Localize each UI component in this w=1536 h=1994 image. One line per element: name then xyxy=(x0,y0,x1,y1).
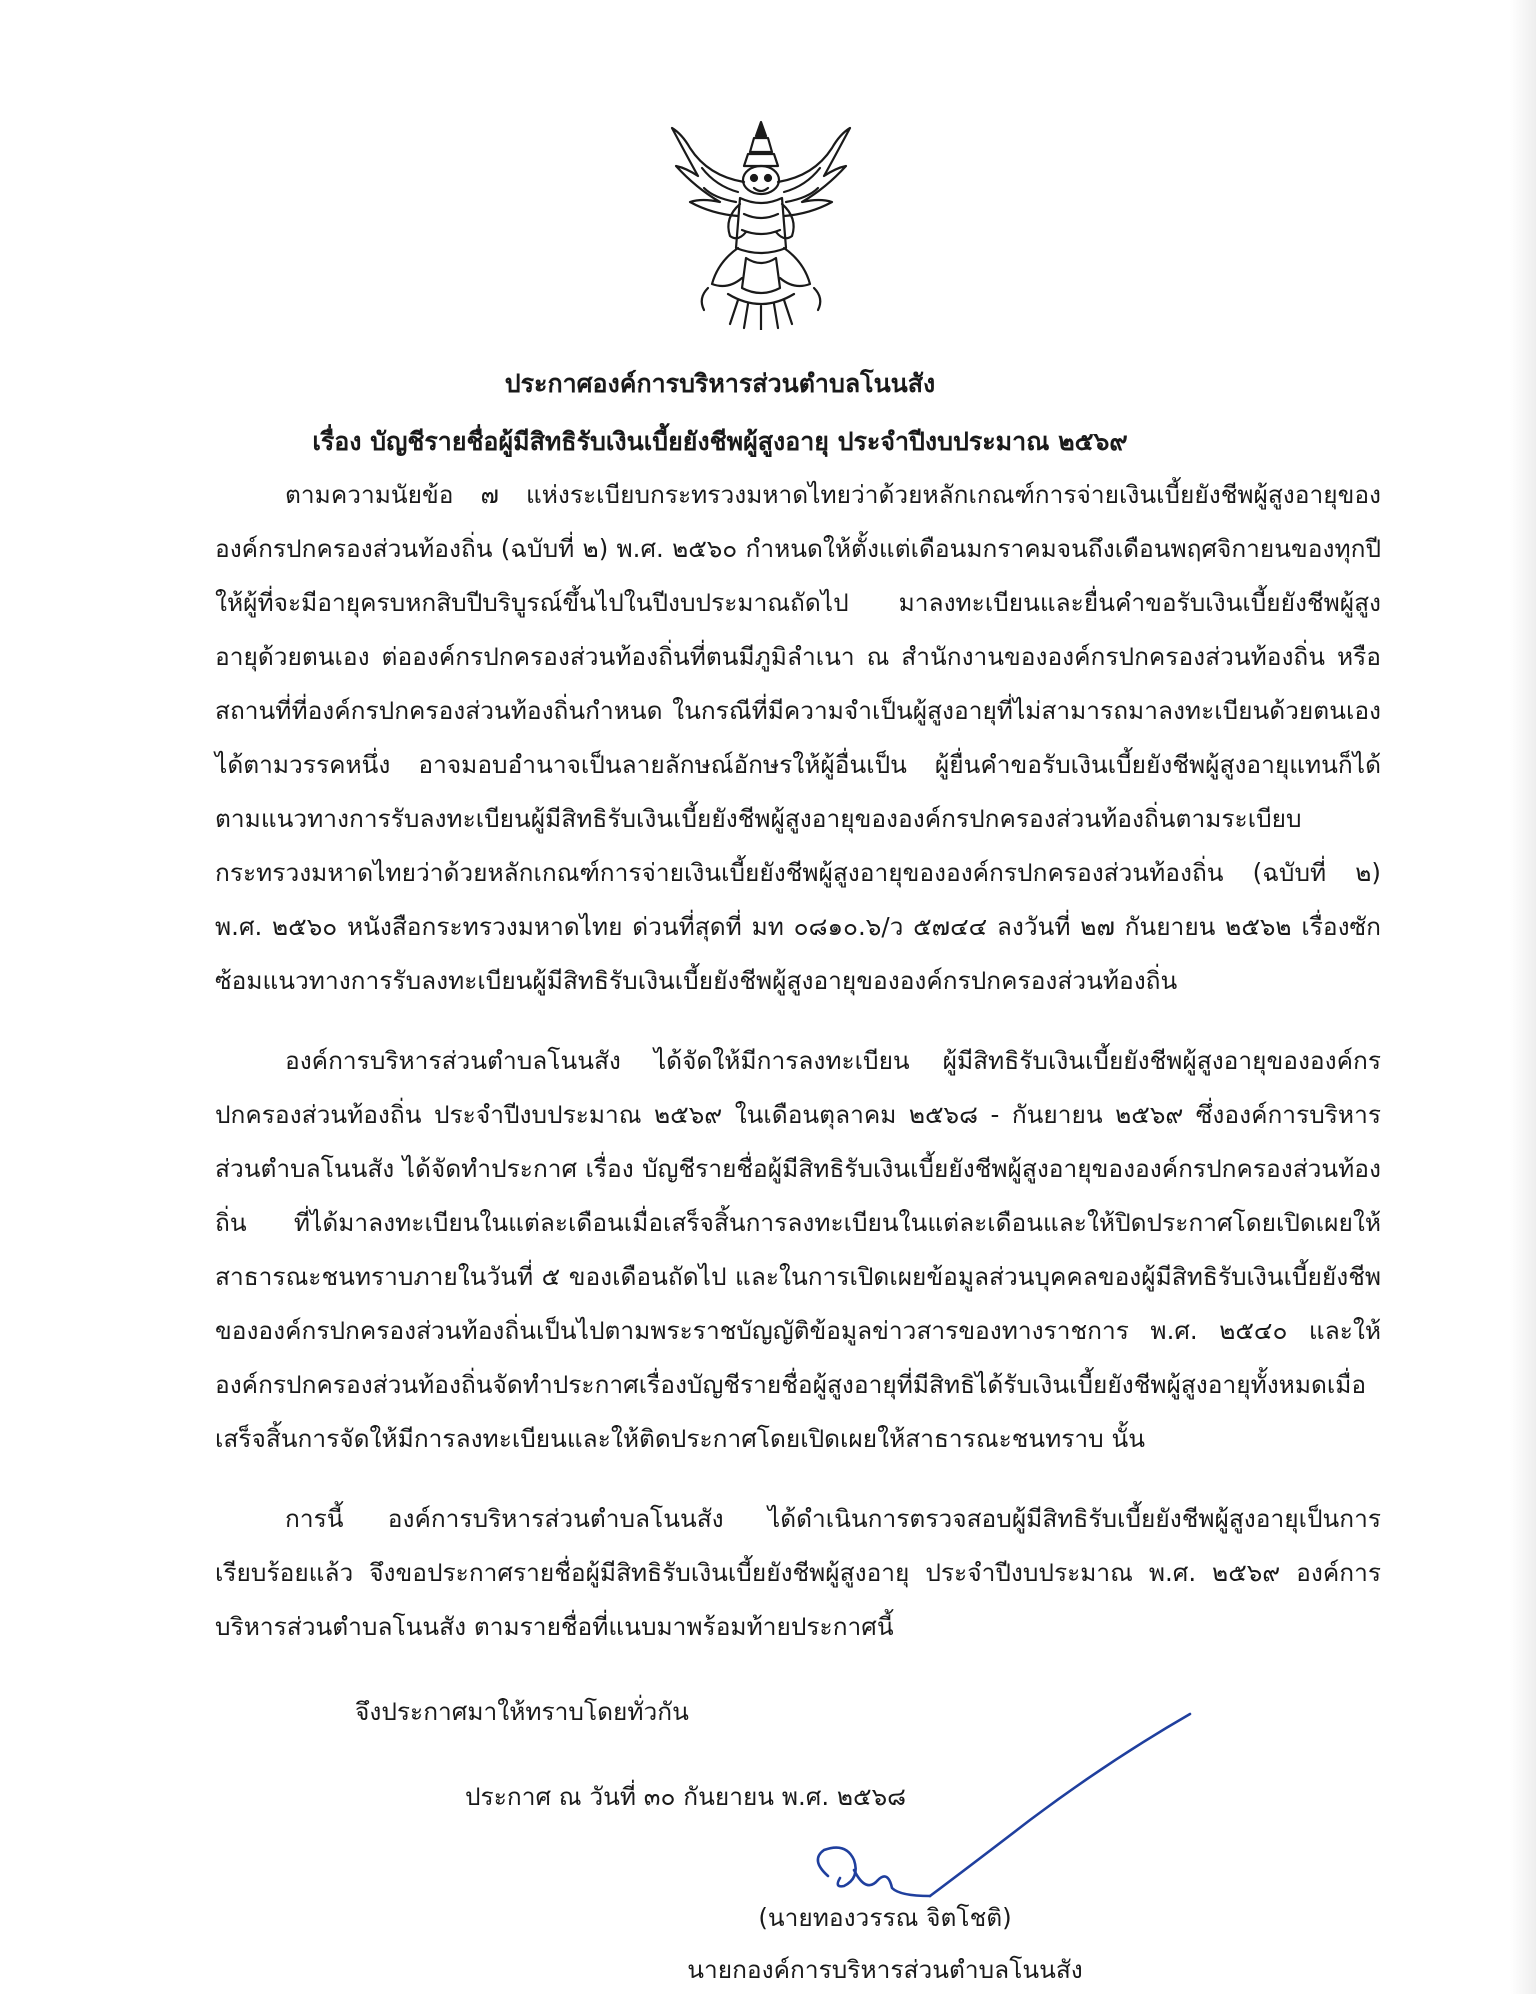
signatory-name: (นายทองวรรณ จิตโชติ) xyxy=(758,1903,1012,1932)
paragraph-1: ตามความนัยข้อ ๗ แห่งระเบียบกระทรวงมหาดไทยว่าด้วยหลักเกณฑ์การจ่ายเงินเบี้ยยังชีพผู้สูงอายุขององค์กรปกครองส่วนท้องถิ่น (ฉบับที่ ๒) พ.ศ. ๒๕๖๐ กำหนดให้ตั้งแต่เดือนมกราคมจนถึงเดือนพฤศจิกายนของทุกปีให้ผู้ที่จะมีอายุครบหกสิบปีบริบูรณ์ขึ้นไปในปีงบประมาณถัดไป มาลงทะเบียนและยื่นคำขอรับเงินเบี้ยยังชีพผู้สูงอายุด้วยตนเอง ต่อองค์กรปกครองส่วนท้องถิ่นที่ตนมีภูมิลำเนา ณ สำนักงานขององค์กรปกครองส่วนท้องถิ่น หรือสถานที่ที่องค์กรปกครองส่วนท้องถิ่นกำหนด ในกรณีที่มีความจำเป็นผู้สูงอายุที่ไม่สามารถมาลงทะเบียนด้วยตนเองได้ตามวรรคหนึ่ง อาจมอบอำนาจเป็นลายลักษณ์อักษรให้ผู้อื่นเป็น ผู้ยื่นคำขอรับเงินเบี้ยยังชีพผู้สูงอายุแทนก็ได้ ตามแนวทางการรับลงทะเบียนผู้มีสิทธิรับเงินเบี้ยยังชีพผู้สูงอายุขององค์กรปกครองส่วนท้องถิ่นตามระเบียบกระทรวงมหาดไทยว่าด้วยหลักเกณฑ์การจ่ายเงินเบี้ยยังชีพผู้สูงอายุขององค์กรปกครองส่วนท้องถิ่น (ฉบับที่ ๒) พ.ศ. ๒๕๖๐ หนังสือกระทรวงมหาดไทย ด่วนที่สุดที่ มท ๐๘๑๐.๖/ว ๕๗๔๔ ลงวันที่ ๒๗ กันยายน ๒๕๖๒ เรื่องซักซ้อมแนวทางการรับลงทะเบียนผู้มีสิทธิรับเงินเบี้ยยังชีพผู้สูงอายุขององค์กรปกครองส่วนท้องถิ่น xyxy=(215,480,1381,995)
page-edge xyxy=(1510,0,1536,1994)
signatory-position: นายกองค์การบริหารส่วนตำบลโนนสัง xyxy=(687,1955,1083,1984)
paragraph-3: การนี้ องค์การบริหารส่วนตำบลโนนสัง ได้ดำเนินการตรวจสอบผู้มีสิทธิรับเบี้ยยังชีพผู้สูงอายุเป็นการเรียบร้อยแล้ว จึงขอประกาศรายชื่อผู้มีสิทธิรับเงินเบี้ยยังชีพผู้สูงอายุ ประจำปีงบประมาณ พ.ศ. ๒๕๖๙ องค์การบริหารส่วนตำบลโนนสัง ตามรายชื่อที่แนบมาพร้อมท้ายประกาศนี้ xyxy=(215,1504,1381,1641)
announcement-heading: ประกาศองค์การบริหารส่วนตำบลโนนสัง xyxy=(504,369,936,398)
announcement-date: ประกาศ ณ วันที่ ๓๐ กันยายน พ.ศ. ๒๕๖๘ xyxy=(465,1782,907,1811)
handwritten-signature xyxy=(780,1710,1210,1920)
announcement-subject: เรื่อง บัญชีรายชื่อผู้มีสิทธิรับเงินเบี้ยยังชีพผู้สูงอายุ ประจำปีงบประมาณ ๒๕๖๙ xyxy=(312,427,1128,456)
garuda-emblem-icon xyxy=(668,118,854,330)
paragraph-2: องค์การบริหารส่วนตำบลโนนสัง ได้จัดให้มีการลงทะเบียน ผู้มีสิทธิรับเงินเบี้ยยังชีพผู้สูงอายุขององค์กรปกครองส่วนท้องถิ่น ประจำปีงบประมาณ ๒๕๖๙ ในเดือนตุลาคม ๒๕๖๘ - กันยายน ๒๕๖๙ ซึ่งองค์การบริหารส่วนตำบลโนนสัง ได้จัดทำประกาศ เรื่อง บัญชีรายชื่อผู้มีสิทธิรับเงินเบี้ยยังชีพผู้สูงอายุขององค์กรปกครองส่วนท้องถิ่น ที่ได้มาลงทะเบียนในแต่ละเดือนเมื่อเสร็จสิ้นการลงทะเบียนในแต่ละเดือนและให้ปิดประกาศโดยเปิดเผยให้สาธารณะชนทราบภายในวันที่ ๕ ของเดือนถัดไป และในการเปิดเผยข้อมูลส่วนบุคคลของผู้มีสิทธิรับเงินเบี้ยยังชีพขององค์กรปกครองส่วนท้องถิ่นเป็นไปตามพระราชบัญญัติข้อมูลข่าวสารของทางราชการ พ.ศ. ๒๕๔๐ และให้องค์กรปกครองส่วนท้องถิ่นจัดทำประกาศเรื่องบัญชีรายชื่อผู้สูงอายุที่มีสิทธิได้รับเงินเบี้ยยังชีพผู้สูงอายุทั้งหมดเมื่อเสร็จสิ้นการจัดให้มีการลงทะเบียนและให้ติดประกาศโดยเปิดเผยให้สาธารณะชนทราบ นั้น xyxy=(215,1046,1381,1453)
closing-statement: จึงประกาศมาให้ทราบโดยทั่วกัน xyxy=(355,1697,689,1726)
